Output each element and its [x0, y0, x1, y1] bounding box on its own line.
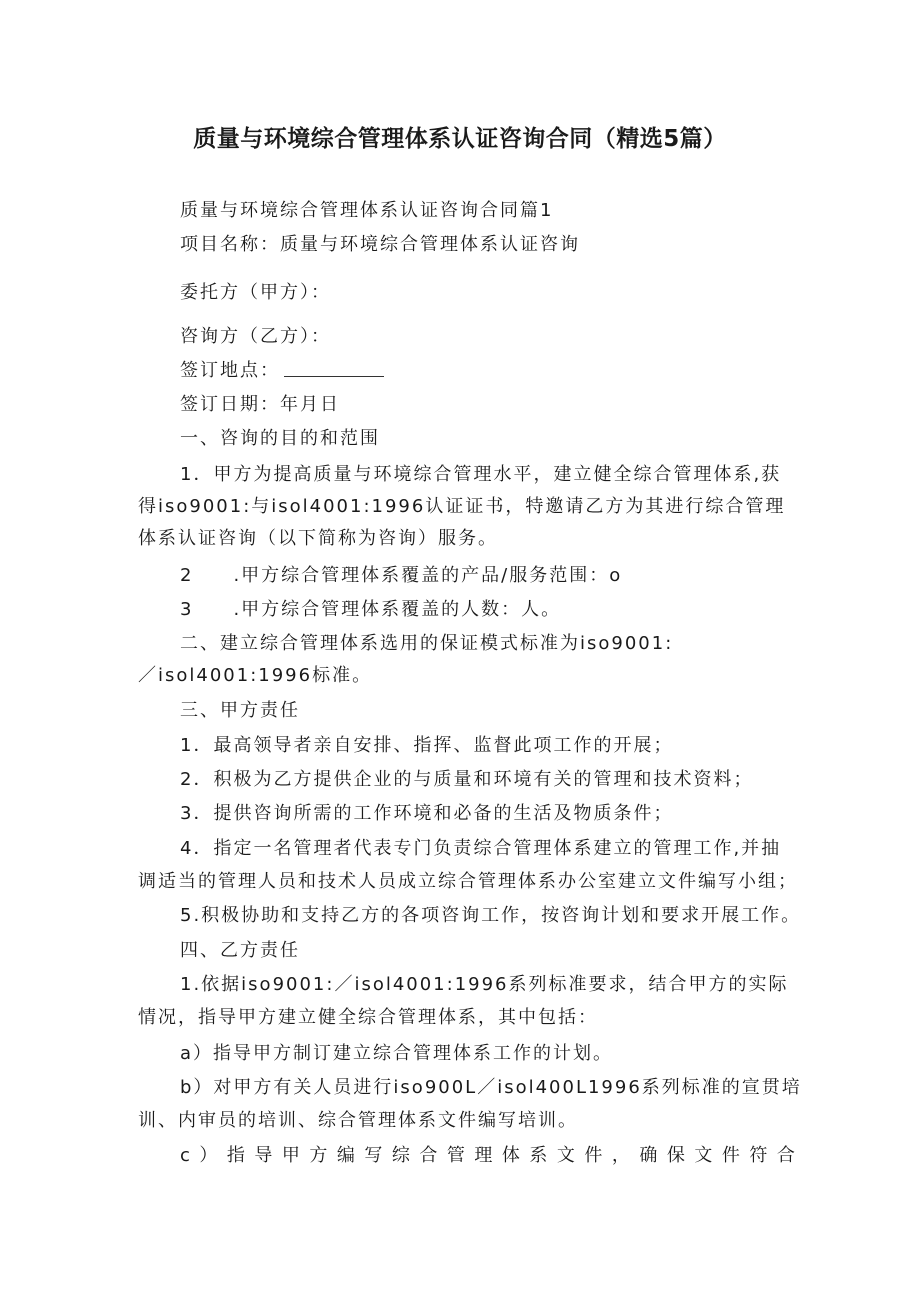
- signing-place-label: 签订地点：: [180, 360, 280, 381]
- section-heading: 三、甲方责任: [180, 700, 300, 721]
- section-heading: 四、乙方责任: [180, 940, 300, 961]
- paragraph-line: 1．甲方为提高质量与环境综合管理水平，建立健全综合管理体系,获: [180, 464, 782, 485]
- paragraph-line: 1.依据iso9001:／isol4001:1996系列标准要求，结合甲方的实际: [180, 974, 789, 995]
- paragraph-line: 1．最高领导者亲自安排、指挥、监督此项工作的开展；: [180, 735, 674, 756]
- paragraph-line: 训、内审员的培训、综合管理体系文件编写培训。: [138, 1110, 578, 1131]
- section-heading: 质量与环境综合管理体系认证咨询合同篇1: [180, 200, 554, 221]
- paragraph-line: 5.积极协助和支持乙方的各项咨询工作，按咨询计划和要求开展工作。: [180, 905, 802, 926]
- document-title: 质量与环境综合管理体系认证咨询合同（精选5篇）: [193, 126, 727, 152]
- paragraph-line: 调适当的管理人员和技术人员成立综合管理体系办公室建立文件编写小组；: [138, 871, 798, 892]
- paragraph-line: a）指导甲方制订建立综合管理体系工作的计划。: [180, 1043, 614, 1064]
- paragraph-line: 体系认证咨询（以下简称为咨询）服务。: [138, 528, 498, 549]
- section-heading: 一、咨询的目的和范围: [180, 428, 380, 449]
- paragraph-line: 情况，指导甲方建立健全综合管理体系，其中包括：: [138, 1007, 598, 1028]
- paragraph-line: c）指导甲方编写综合管理体系文件，确保文件符合: [180, 1145, 805, 1166]
- client-party: 委托方（甲方）：: [180, 282, 331, 303]
- project-name: 项目名称：质量与环境综合管理体系认证咨询: [180, 234, 580, 255]
- signing-date: 签订日期：年月日: [180, 394, 340, 415]
- paragraph-line: 4．指定一名管理者代表专门负责综合管理体系建立的管理工作,并抽: [180, 838, 782, 859]
- paragraph-line: 2 .甲方综合管理体系覆盖的产品/服务范围：o: [180, 565, 623, 586]
- consultant-party: 咨询方（乙方）：: [180, 326, 331, 347]
- paragraph-line: ／isol4001:1996标准。: [138, 665, 373, 686]
- paragraph-line: 得iso9001:与isol4001:1996认证证书，特邀请乙方为其进行综合管理: [138, 496, 786, 517]
- paragraph-line: 3．提供咨询所需的工作环境和必备的生活及物质条件；: [180, 803, 674, 824]
- signing-place-line: [180, 356, 384, 382]
- signing-place-blank: [284, 366, 384, 377]
- paragraph-line: b）对甲方有关人员进行iso900L／isol400L1996系列标准的宣贯培: [180, 1077, 802, 1098]
- paragraph-line: 3 .甲方综合管理体系覆盖的人数：人。: [180, 599, 562, 620]
- paragraph-line: 二、建立综合管理体系选用的保证模式标准为iso9001:: [180, 633, 674, 654]
- paragraph-line: 2．积极为乙方提供企业的与质量和环境有关的管理和技术资料；: [180, 769, 754, 790]
